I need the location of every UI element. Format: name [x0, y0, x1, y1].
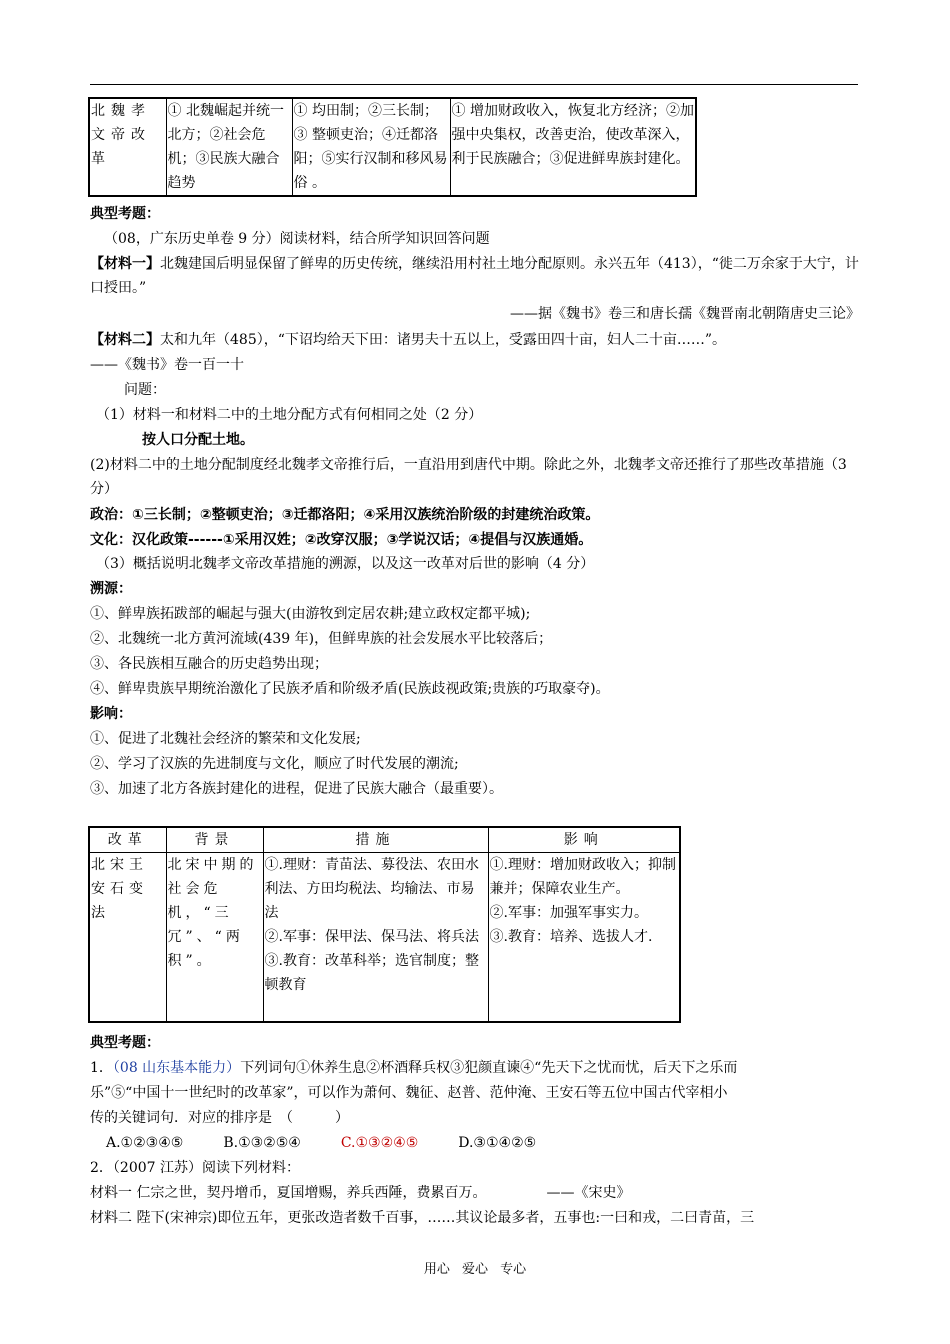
answer-2-politics: 政治：①三长制；②整顿吏治；③迁都洛阳；④采用汉族统治阶级的封建统治政策。: [90, 507, 600, 523]
question-2: 2．（2007 江苏）阅读下列材料：: [90, 1160, 300, 1176]
question-3: （3）概括说明北魏孝文帝改革措施的溯源，以及这一改革对后世的影响（4 分）: [96, 556, 595, 572]
material-1: [90, 1181, 860, 1205]
question-intro: （08，广东历史单卷 9 分）阅读材料，结合所学知识回答问题: [104, 231, 490, 247]
list-item: ①、鲜卑族拓跋部的崛起与强大(由游牧到定居农耕;建立政权定都平城);: [90, 606, 531, 622]
material-label: 【材料一】: [90, 256, 160, 272]
answer-2-culture: 文化：汉化政策------①采用汉姓；②改穿汉服；③学说汉话；④提倡与汉族通婚。: [90, 532, 593, 548]
material-2: 材料二 陛下(宋神宗)即位五年，更张改造者数千百事，……其议论最多者，五事也:一曰和戎，二曰青苗，三: [90, 1210, 755, 1226]
table-cell: ①.理财：增加财政收入；抑制兼并；保障农业生产。 ②.军事：加强军事实力。 ③.教育：培养、选拔人才.: [488, 853, 680, 1023]
column-header: 改革: [89, 827, 166, 853]
list-item: ②、北魏统一北方黄河流域(439 年)，但鲜卑族的社会发展水平比较落后；: [90, 631, 553, 647]
question-2: (2)材料二中的土地分配制度经北魏孝文帝推行后，一直沿用到唐代中期。除此之外，北魏孝文帝还推行了那些改革措施（3 分）: [90, 457, 847, 497]
reform-table-beiwei: [88, 97, 697, 197]
material-2-source: ——《魏书》卷一百一十: [90, 357, 244, 373]
material-source: ——《宋史》: [546, 1185, 631, 1201]
option-d: D.③①④②⑤: [458, 1135, 537, 1151]
table-header-row: [89, 827, 680, 853]
answer-1: 按人口分配土地。: [142, 432, 254, 448]
section-heading: 典型考题：: [90, 1035, 160, 1051]
material-text: 北魏建国后明显保留了鲜卑的历史传统，继续沿用村社土地分配原则。永兴五年（413），“徙二万余家于大宁，计口授田。”: [90, 256, 859, 296]
option-a: A.①②③④⑤: [106, 1135, 184, 1151]
table-cell: ① 北魏崛起并统一北方；②社会危机；③民族大融合趋势: [166, 98, 292, 196]
list-item: ①、促进了北魏社会经济的繁荣和文化发展;: [90, 731, 361, 747]
reform-table-wanganshi: [88, 826, 681, 1023]
table-cell: ①.理财：青苗法、募役法、农田水利法、方田均税法、均输法、市易法 ②.军事：保甲法、保马法、将兵法 ③.教育：改革科举；选官制度；整顿教育: [263, 853, 488, 1023]
question-number: 1．: [90, 1060, 113, 1076]
question-text: 下列词句①休养生息②杯酒释兵权③犯颜直谏④“先天下之忧而忧，后天下之乐而: [240, 1060, 738, 1076]
question-1: （1）材料一和材料二中的土地分配方式有何相同之处（2 分）: [96, 407, 483, 423]
question-1: [90, 1056, 860, 1080]
material-text: 材料一 仁宗之世，契丹增币，夏国增赐，养兵西陲，费累百万。: [90, 1185, 487, 1201]
table-row: [89, 853, 680, 1023]
material-label: 【材料二】: [90, 332, 160, 348]
list-item: ③、各民族相互融合的历史趋势出现；: [90, 656, 328, 672]
page-footer: 用心 爱心 专心: [423, 1262, 527, 1277]
table-cell: 北宋王安石变法: [89, 853, 166, 1023]
header-rule: [90, 84, 858, 85]
material-1-source: ——据《魏书》卷三和唐长孺《魏晋南北朝隋唐史三论》: [510, 306, 860, 322]
table-cell: ① 均田制；②三长制；③ 整顿吏治；④迁都洛阳；⑤实行汉制和移风易俗 。: [292, 98, 450, 196]
list-item: ②、学习了汉族的先进制度与文化，顺应了时代发展的潮流;: [90, 756, 459, 772]
list-item: ③、加速了北方各族封建化的进程，促进了民族大融合（最重要）。: [90, 781, 503, 797]
section-heading: 典型考题：: [90, 206, 160, 222]
table-cell: 北宋中期的社会危机，“三冗”、“两积”。: [166, 853, 263, 1023]
question-text-line: 传的关键词句．对应的排序是 （ ）: [90, 1110, 349, 1126]
table-cell: 北魏孝文帝改革: [89, 98, 166, 196]
question-text-line: 乐”⑤“中国十一世纪时的改革家”，可以作为萧何、魏征、赵普、范仲淹、王安石等五位中国古代宰相小: [90, 1085, 728, 1101]
column-header: 措施: [263, 827, 488, 853]
list-item: ④、鲜卑贵族早期统治激化了民族矛盾和阶级矛盾(民族歧视政策;贵族的巧取豪夺)。: [90, 681, 610, 697]
question-label: 问题：: [124, 382, 166, 398]
table-cell: ① 增加财政收入，恢复北方经济；②加强中央集权，改善吏治，使改革深入，利于民族融合；③促进鲜卑族封建化。: [450, 98, 696, 196]
question-source: （08 山东基本能力）: [112, 1060, 241, 1076]
origin-heading: 溯源：: [90, 581, 132, 597]
column-header: 背景: [166, 827, 263, 853]
option-c: C.①③②④⑤: [340, 1135, 419, 1151]
option-b: B.①③②⑤④: [223, 1135, 301, 1151]
column-header: 影响: [488, 827, 680, 853]
table-row: [89, 98, 696, 196]
impact-heading: 影响：: [90, 706, 132, 722]
material-2: [90, 328, 860, 352]
material-text: 太和九年（485），“下诏均给天下田：诸男夫十五以上，受露田四十亩，妇人二十亩……”。: [160, 332, 727, 348]
material-1: [90, 252, 860, 300]
answer-options: [106, 1131, 876, 1155]
